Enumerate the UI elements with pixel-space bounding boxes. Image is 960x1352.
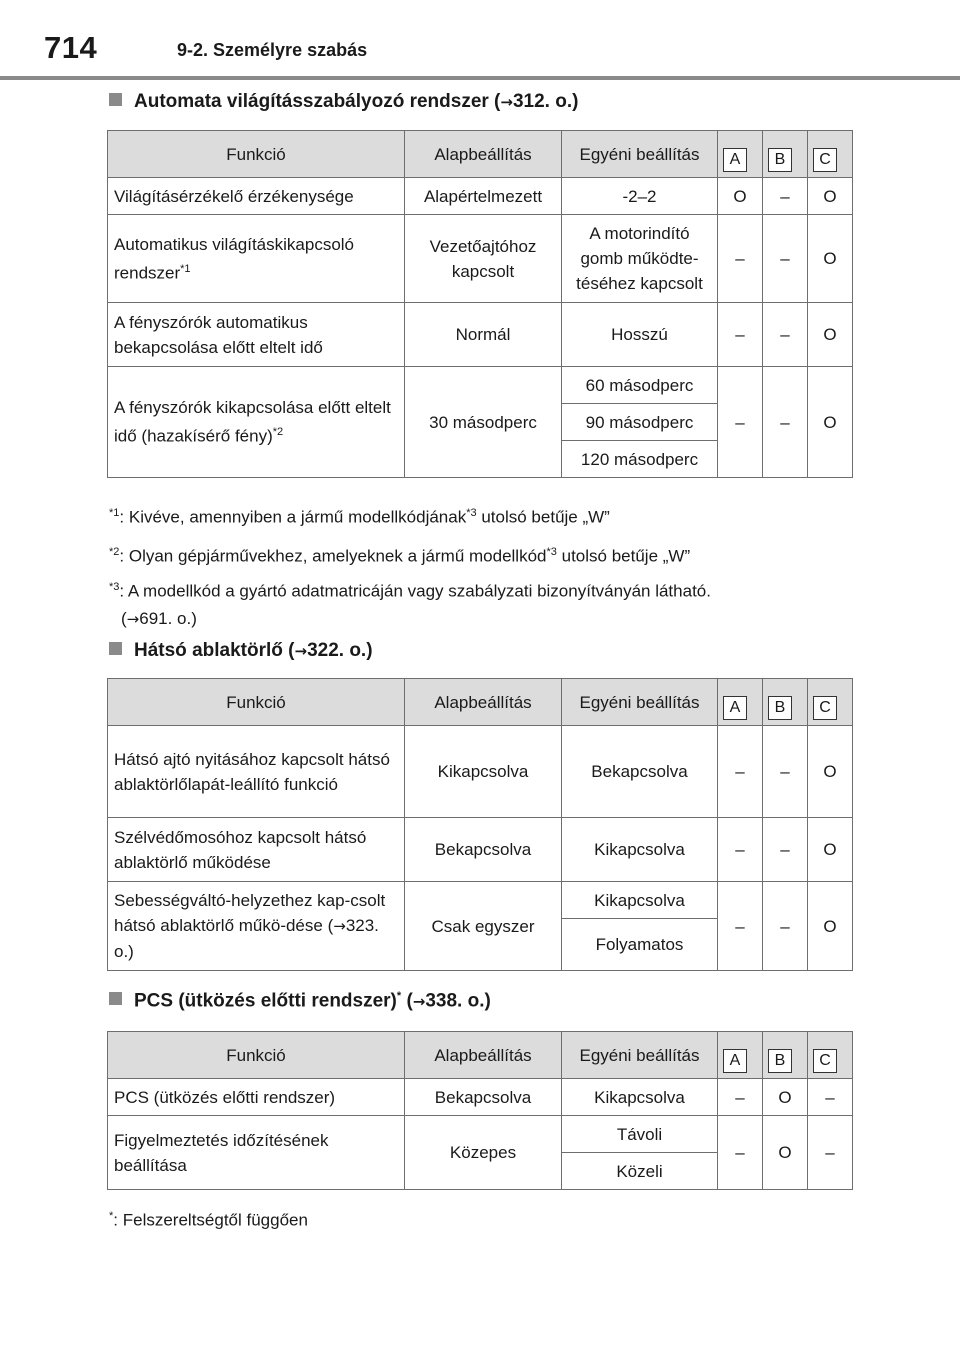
col-header-c: C: [808, 1032, 853, 1079]
cell-function: Szélvédőmosóhoz kapcsolt hátsó ablaktörlő működése: [108, 818, 405, 882]
col-header-b: B: [763, 131, 808, 178]
cell-default: 30 másodperc: [405, 367, 562, 478]
cell-c: O: [808, 215, 853, 303]
cell-a: –: [718, 882, 763, 971]
section-title-auto-lighting: Automata világításszabályozó rendszer (→312. o.): [109, 91, 578, 113]
col-header-function: Funkció: [108, 131, 405, 178]
col-header-c: C: [808, 131, 853, 178]
table-header-row: [108, 679, 853, 726]
cell-c: O: [808, 726, 853, 818]
cell-default: Kikapcsolva: [405, 726, 562, 818]
cell-custom: Kikapcsolva: [562, 818, 718, 882]
table-auto-lighting: [107, 130, 853, 478]
cell-c: O: [808, 303, 853, 367]
cell-b: –: [763, 882, 808, 971]
cell-default: Vezetőajtóhoz kapcsolt: [405, 215, 562, 303]
cell-b: O: [763, 1116, 808, 1190]
col-header-default: Alapbeállítás: [405, 1032, 562, 1079]
cell-a: –: [718, 1079, 763, 1116]
table-row: [108, 178, 853, 215]
cell-default: Alapértelmezett: [405, 178, 562, 215]
cell-a: –: [718, 1116, 763, 1190]
col-header-custom: Egyéni beállítás: [562, 131, 718, 178]
table-header-row: [108, 1032, 853, 1079]
cell-custom-option: 120 másodperc: [562, 441, 718, 478]
gray-square-icon: [109, 642, 122, 655]
cell-custom: Bekapcsolva: [562, 726, 718, 818]
header-divider: [0, 76, 960, 80]
table-row: [108, 303, 853, 367]
cell-custom-option: Közeli: [562, 1153, 718, 1190]
cell-custom: Hosszú: [562, 303, 718, 367]
cell-b: O: [763, 1079, 808, 1116]
cell-c: O: [808, 367, 853, 478]
cell-a: –: [718, 818, 763, 882]
col-header-a: A: [718, 131, 763, 178]
section-title-pcs: PCS (ütközés előtti rendszer)* (→338. o.): [109, 990, 491, 1012]
footnote-1: $^{*1}$: Kivéve, amennyiben a jármű modellkódjának$^{*3}$ utolsó betűje „W”: [109, 507, 610, 527]
cell-c: O: [808, 818, 853, 882]
table-row: [108, 726, 853, 818]
table-header-row: [108, 131, 853, 178]
right-arrow-icon: →: [333, 917, 346, 935]
right-arrow-icon: →: [412, 992, 426, 1011]
footnote-2: $^{*2}$: Olyan gépjárművekhez, amelyeknek a jármű modellkód$^{*3}$ utolsó betűje „W”: [109, 546, 691, 566]
cell-function: Automatikus világításkikapcsoló rendszer$^{*1}$: [108, 215, 405, 303]
col-header-b: B: [763, 1032, 808, 1079]
cell-function: A fényszórók kikapcsolása előtt eltelt idő (hazakísérő fény)$^{*2}$: [108, 367, 405, 478]
cell-custom: A motorindító gomb működtetéséhez kapcsolt: [562, 215, 718, 303]
cell-a: –: [718, 303, 763, 367]
cell-c: O: [808, 882, 853, 971]
cell-b: –: [763, 178, 808, 215]
table-rear-wiper: [107, 678, 853, 971]
col-header-function: Funkció: [108, 679, 405, 726]
col-header-function: Funkció: [108, 1032, 405, 1079]
right-arrow-icon: →: [500, 93, 513, 111]
table-row: [108, 215, 853, 303]
cell-custom-option: Távoli: [562, 1116, 718, 1153]
cell-b: –: [763, 303, 808, 367]
col-header-a: A: [718, 679, 763, 726]
table-row: [108, 1116, 853, 1153]
col-header-c: C: [808, 679, 853, 726]
cell-default: Közepes: [405, 1116, 562, 1190]
cell-custom: -2–2: [562, 178, 718, 215]
section-title-rear-wiper: Hátsó ablaktörlő (→322. o.): [109, 640, 373, 662]
cell-function: Sebességváltó-helyzethez kap-csolt hátsó ablaktörlő műkö-dése (→323. o.): [108, 882, 405, 971]
cell-function: Figyelmeztetés időzítésének beállítása: [108, 1116, 405, 1190]
col-header-custom: Egyéni beállítás: [562, 679, 718, 726]
cell-custom-option: Kikapcsolva: [562, 882, 718, 919]
gray-square-icon: [109, 93, 122, 106]
cell-function: A fényszórók automatikus bekapcsolása előtt eltelt idő: [108, 303, 405, 367]
cell-function: Világításérzékelő érzékenysége: [108, 178, 405, 215]
col-header-default: Alapbeállítás: [405, 131, 562, 178]
cell-c: O: [808, 178, 853, 215]
right-arrow-icon: →: [294, 642, 308, 660]
cell-function: Hátsó ajtó nyitásához kapcsolt hátsó ablaktörlőlapát-leállító funkció: [108, 726, 405, 818]
cell-function: PCS (ütközés előtti rendszer): [108, 1079, 405, 1116]
right-arrow-icon: →: [126, 609, 140, 628]
cell-custom: Kikapcsolva: [562, 1079, 718, 1116]
table-pcs: [107, 1031, 853, 1190]
col-header-default: Alapbeállítás: [405, 679, 562, 726]
cell-a: –: [718, 367, 763, 478]
table-row: [108, 1079, 853, 1116]
cell-default: Bekapcsolva: [405, 1079, 562, 1116]
cell-custom-option: 90 másodperc: [562, 404, 718, 441]
cell-b: –: [763, 818, 808, 882]
cell-b: –: [763, 215, 808, 303]
table-row: [108, 367, 853, 404]
cell-default: Csak egyszer: [405, 882, 562, 971]
cell-custom-option: 60 másodperc: [562, 367, 718, 404]
cell-custom-option: Folyamatos: [562, 919, 718, 971]
col-header-b: B: [763, 679, 808, 726]
cell-default: Normál: [405, 303, 562, 367]
cell-a: O: [718, 178, 763, 215]
col-header-a: A: [718, 1032, 763, 1079]
cell-c: –: [808, 1079, 853, 1116]
cell-a: –: [718, 215, 763, 303]
gray-square-icon: [109, 992, 122, 1005]
chapter-title: 9-2. Személyre szabás: [177, 40, 368, 60]
cell-b: –: [763, 726, 808, 818]
table-row: [108, 882, 853, 919]
footnote-4: *: Felszereltségtől függően: [109, 1210, 308, 1230]
cell-default: Bekapcsolva: [405, 818, 562, 882]
cell-a: –: [718, 726, 763, 818]
page-number: 714: [44, 30, 98, 65]
table-row: [108, 818, 853, 882]
cell-b: –: [763, 367, 808, 478]
footnote-3: $^{*3}$: A modellkód a gyártó adatmatricáján vagy szabályzati bizonyítványán látható. (→691. o.): [109, 581, 711, 628]
cell-c: –: [808, 1116, 853, 1190]
col-header-custom: Egyéni beállítás: [562, 1032, 718, 1079]
